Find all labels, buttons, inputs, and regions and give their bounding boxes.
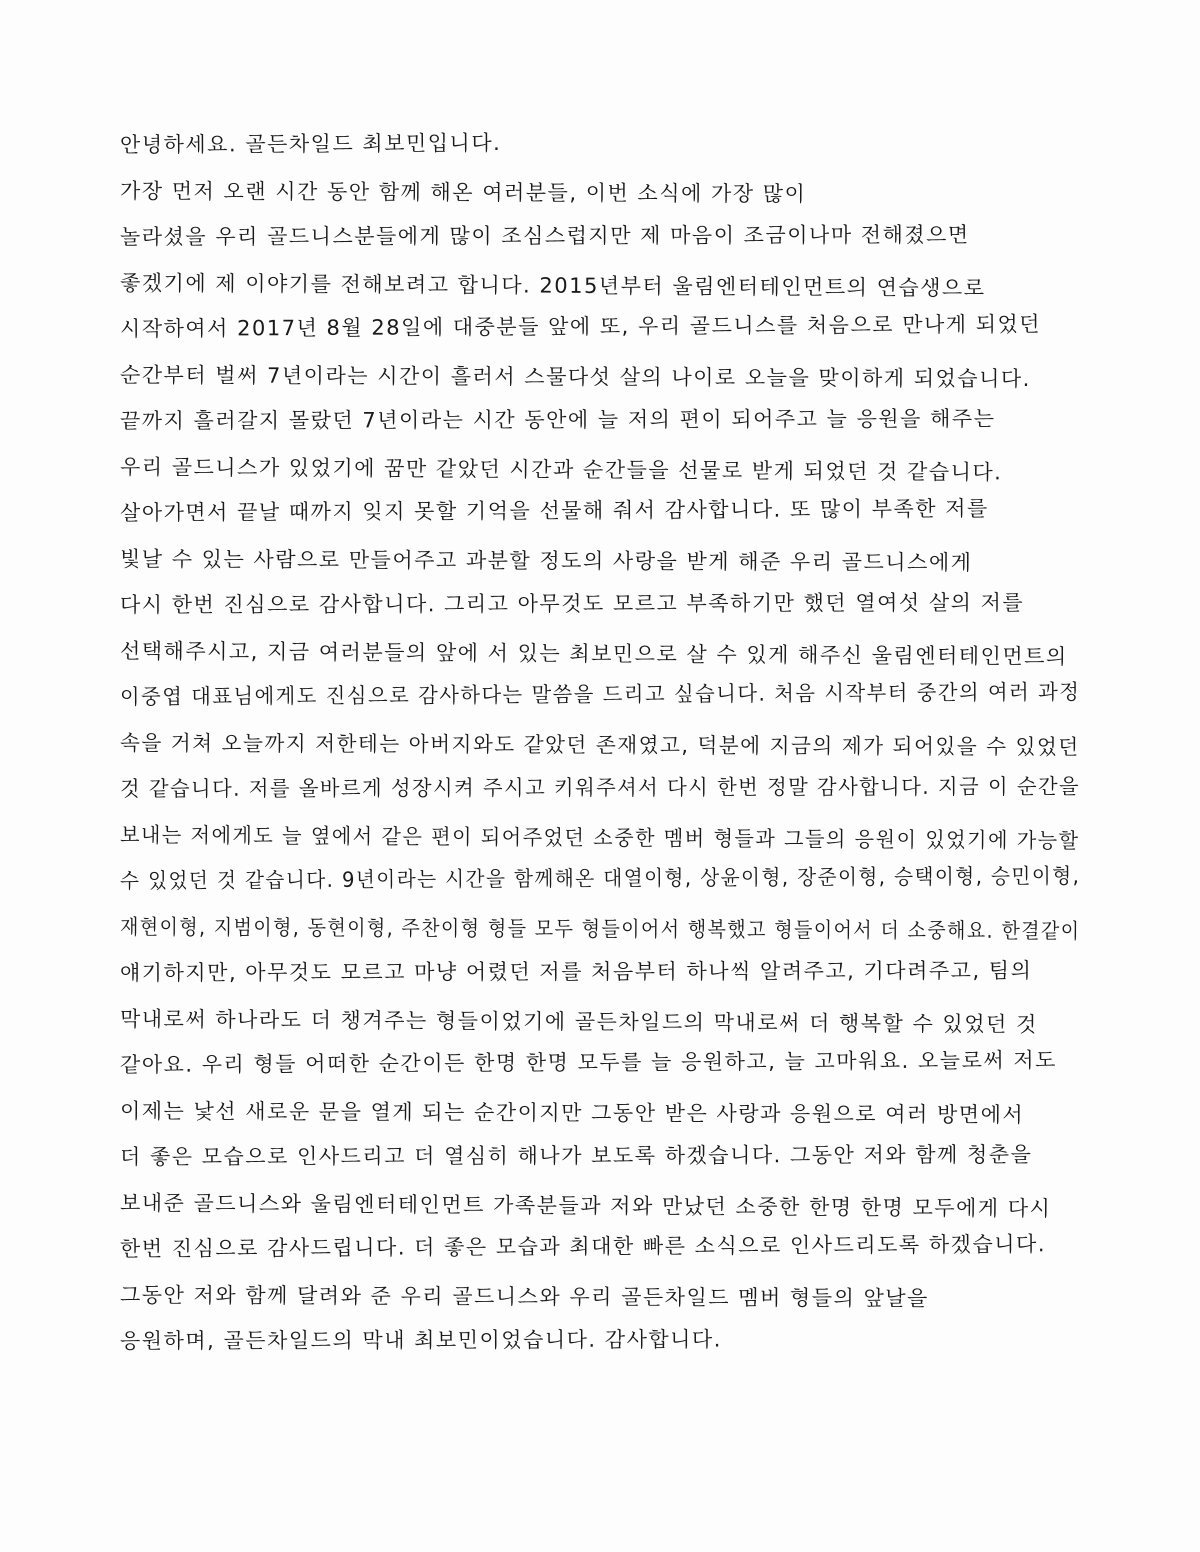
letter-line: 가장 먼저 오랜 시간 동안 함께 해온 여러분들, 이번 소식에 가장 많이 — [119, 179, 807, 206]
letter-line: 이제는 낯선 새로운 문을 열게 되는 순간이지만 그동안 받은 사랑과 응원으로 여러 방면에서 — [119, 1099, 1025, 1127]
letter-line: 안녕하세요. 골든차일드 최보민입니다. — [119, 131, 502, 157]
letter-line: 우리 골드니스가 있었기에 꿈만 같았던 시간과 순간들을 선물로 받게 되었던 것 같습니다. — [119, 455, 1003, 485]
letter-line: 것 같습니다. 저를 올바르게 성장시켜 주시고 키워주셔서 다시 한번 정말 감사합니다. 지금 이 순간을 — [119, 774, 1081, 801]
letter-line: 보내는 저에게도 늘 옆에서 같은 편이 되어주었던 소중한 멤버 형들과 그들의 응원이 있었기에 가능할 — [119, 823, 1080, 853]
letter-line: 끝까지 흘러갈지 몰랐던 7년이라는 시간 동안에 늘 저의 편이 되어주고 늘 응원을 해주는 — [119, 406, 996, 433]
letter-line: 좋겠기에 제 이야기를 전해보려고 합니다. 2015년부터 울림엔터테인먼트의 연습생으로 — [119, 271, 986, 301]
letter-line: 놀라셨을 우리 골드니스분들에게 많이 조심스럽지만 제 마음이 조금이나마 전해졌으면 — [119, 222, 970, 249]
letter-line: 다시 한번 진심으로 감사합니다. 그리고 아무것도 모르고 부족하기만 했던 열여섯 살의 저를 — [119, 590, 1025, 617]
letter-line: 한번 진심으로 감사드립니다. 더 좋은 모습과 최대한 빠른 소식으로 인사드리도록 하겠습니다. — [119, 1232, 1047, 1261]
letter-line: 이중엽 대표님에게도 진심으로 감사하다는 말씀을 드리고 싶습니다. 처음 시작부터 중간의 여러 과정 — [119, 679, 1081, 709]
letter-line: 얘기하지만, 아무것도 모르고 마냥 어렸던 저를 처음부터 하나씩 알려주고, 기다려주고, 팀의 — [119, 958, 1033, 985]
letter-line: 수 있었던 것 같습니다. 9년이라는 시간을 함께해온 대열이형, 상윤이형, 장준이형, 승택이형, 승민이형, — [119, 863, 1081, 893]
letter-line: 막내로써 하나라도 더 챙겨주는 형들이었기에 골든차일드의 막내로써 더 행복할 수 있었던 것 — [119, 1007, 1038, 1037]
letter-line: 빛날 수 있는 사람으로 만들어주고 과분할 정도의 사랑을 받게 해준 우리 골드니스에게 — [119, 547, 973, 575]
letter-line: 더 좋은 모습으로 인사드리고 더 열심히 해나가 보도록 하겠습니다. 그동안 저와 함께 청춘을 — [119, 1142, 1033, 1169]
handwritten-letter — [120, 122, 1080, 1364]
letter-line: 선택해주시고, 지금 여러분들의 앞에 서 있는 최보민으로 살 수 있게 해주신 울림엔터테인먼트의 — [119, 639, 1068, 669]
letter-line: 그동안 저와 함께 달려와 준 우리 골드니스와 우리 골든차일드 멤버 형들의 앞날을 — [119, 1283, 929, 1311]
letter-line: 같아요. 우리 형들 어떠한 순간이든 한명 한명 모두를 늘 응원하고, 늘 고마워요. 오늘로써 저도 — [119, 1048, 1057, 1077]
letter-line: 보내준 골드니스와 울림엔터테인먼트 가족분들과 저와 만났던 소중한 한명 한명 모두에게 다시 — [119, 1191, 1052, 1221]
letter-line: 재현이형, 지범이형, 동현이형, 주찬이형 형들 모두 형들이어서 행복했고 형들이어서 더 소중해요. 한결같이 — [119, 915, 1081, 944]
letter-line: 순간부터 벌써 7년이라는 시간이 흘러서 스물다섯 살의 나이로 오늘을 맞이하게 되었습니다. — [119, 363, 1031, 391]
letter-line: 살아가면서 끝날 때까지 잊지 못할 기억을 선물해 줘서 감사합니다. 또 많이 부족한 저를 — [119, 496, 989, 525]
letter-line: 속을 거쳐 오늘까지 저한테는 아버지와도 같았던 존재였고, 덕분에 지금의 제가 되어있을 수 있었던 — [119, 731, 1080, 760]
letter-line: 시작하여서 2017년 8월 28일에 대중분들 앞에 또, 우리 골드니스를 처음으로 만나게 되었던 — [119, 312, 1042, 341]
letter-line: 응원하며, 골든차일드의 막내 최보민이었습니다. 감사합니다. — [119, 1327, 722, 1353]
